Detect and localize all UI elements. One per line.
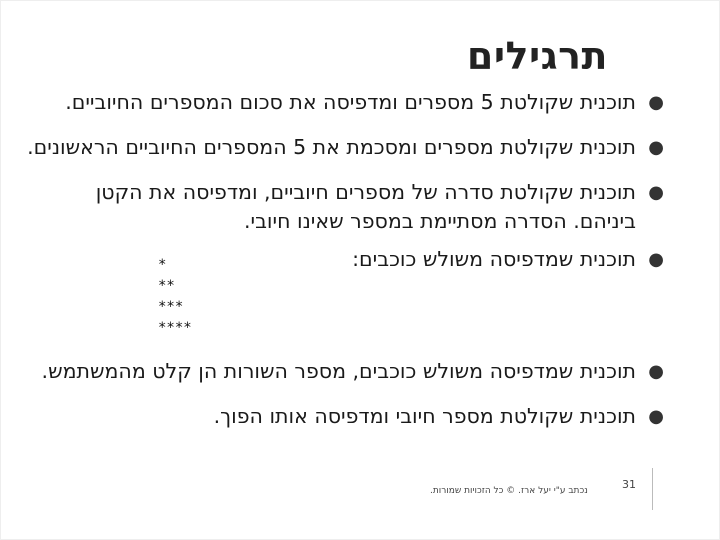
bullet-icon: ● (648, 249, 664, 270)
star-row: **** (158, 320, 192, 336)
bullet-icon: ● (648, 182, 664, 203)
star-triangle (158, 255, 192, 339)
footer-divider (652, 468, 653, 510)
star-row: * (158, 257, 167, 273)
bullet-icon: ● (648, 92, 664, 113)
list-item (4, 357, 664, 386)
star-row: ** (158, 278, 175, 294)
page-number: 31 (622, 478, 636, 491)
list-item-text: תוכנית שקולטת סדרה של מספרים חיוביים, ומדפיסה את הקטן ביניהם. הסדרה מסתיימת במספר שאינו חיובי. (95, 180, 636, 233)
list-item-text: תוכנית שמדפיסה משולש כוכבים: (352, 247, 636, 271)
list-item (4, 245, 664, 357)
star-row: *** (158, 299, 184, 315)
exercise-list (4, 88, 664, 431)
bullet-icon: ● (648, 406, 664, 427)
copyright-footer: נכתב ע"י יעל ארז. © כל הזכויות שמורות. (430, 486, 588, 496)
list-item (4, 88, 664, 117)
bullet-icon: ● (648, 137, 664, 158)
list-item (36, 178, 664, 236)
bullet-icon: ● (648, 361, 664, 382)
list-item-text: תוכנית שקולטת מספרים ומסכמת את 5 המספרים החיוביים הראשונים. (27, 135, 636, 159)
slide-title: תרגילים (466, 34, 608, 78)
list-item-text: תוכנית שקולטת מספר חיובי ומדפיסה אותו הפוך. (213, 404, 636, 428)
list-item-text: תוכנית שמדפיסה משולש כוכבים, מספר השורות הן קלט מהמשתמש. (41, 359, 636, 383)
list-item (4, 133, 664, 162)
list-item (4, 402, 664, 431)
list-item-text: תוכנית שקולטת 5 מספרים ומדפיסה את סכום המספרים החיוביים. (65, 90, 636, 114)
